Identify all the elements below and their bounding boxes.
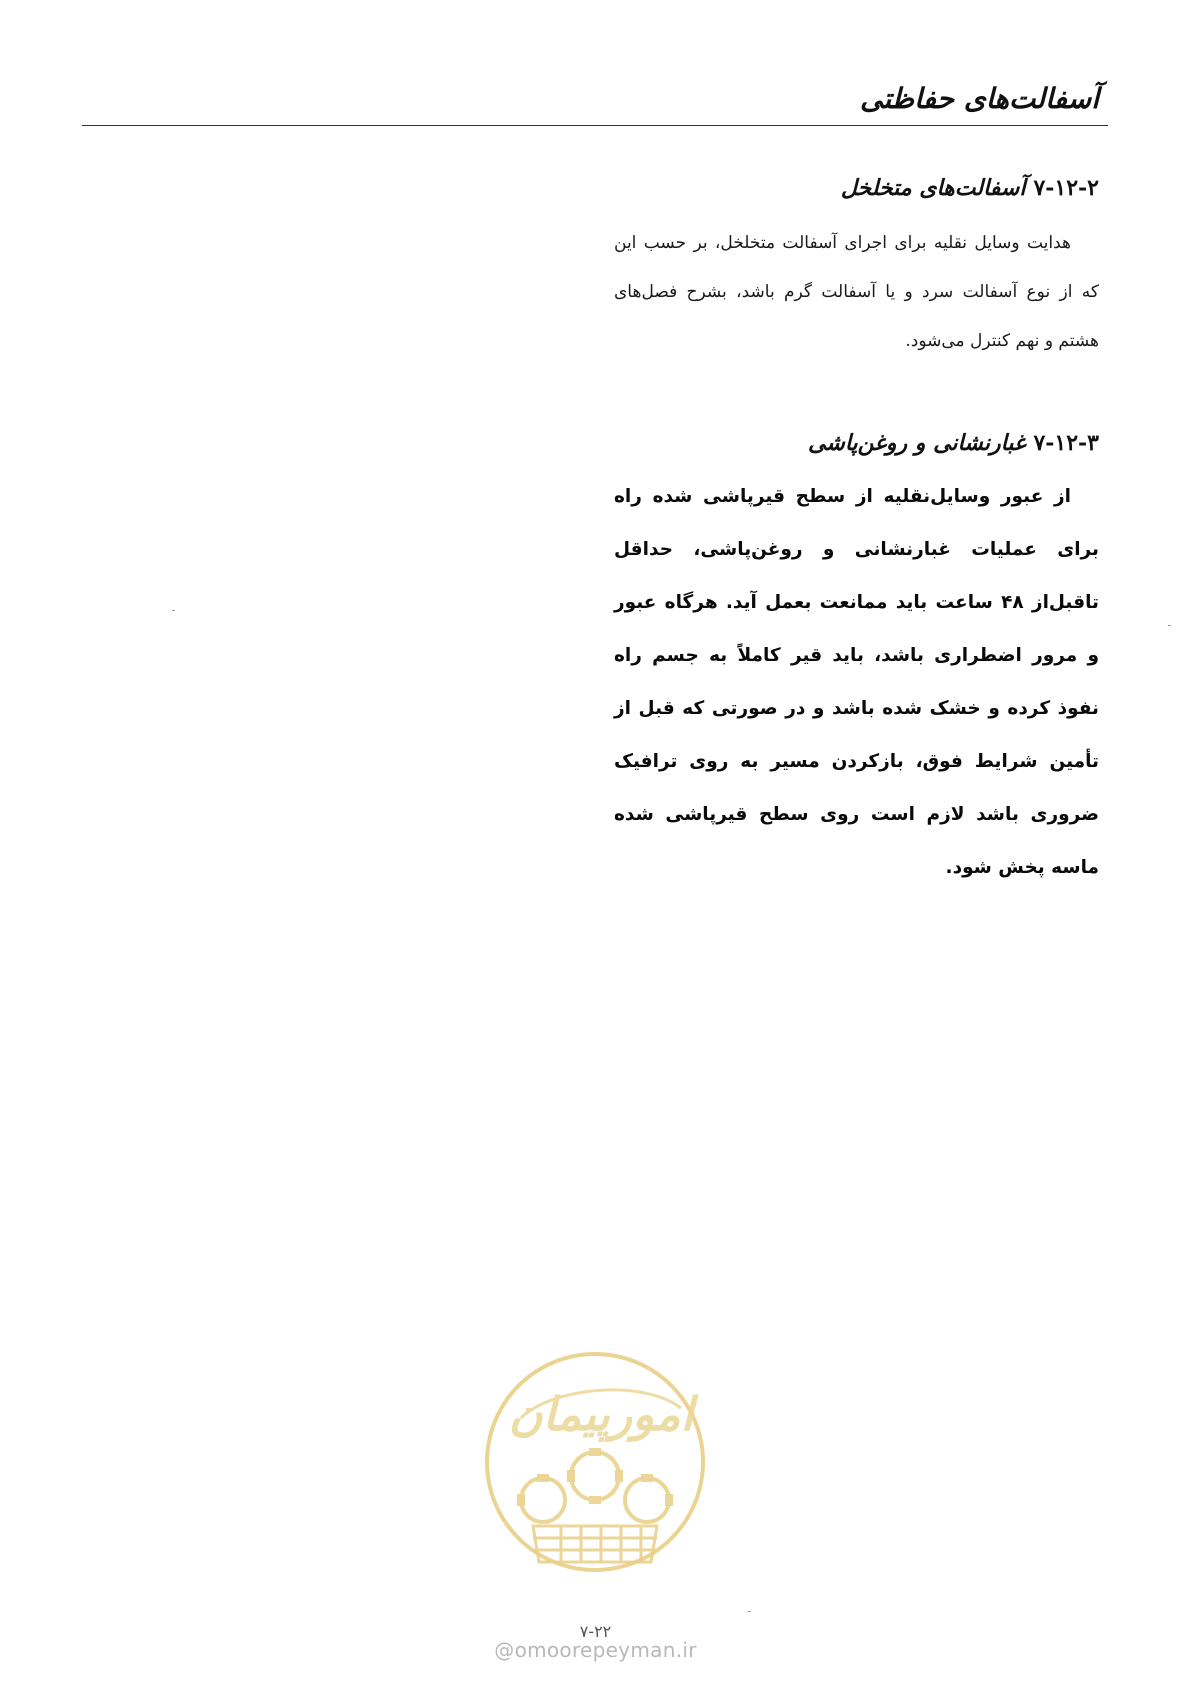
watermark-at-icon: @ [494, 1638, 515, 1662]
section-number: ۷-۱۲-۳ [1033, 430, 1099, 456]
section-title: غبارنشانی و روغن‌پاشی [808, 430, 1026, 456]
section-heading [614, 430, 1099, 456]
header-divider [82, 125, 1108, 126]
section-porous-asphalt [614, 175, 1099, 366]
watermark-stamp-logo [481, 1348, 709, 1576]
section-paragraph: از عبور وسایل‌نقلیه از سطح قیرپاشی شده راه برای عملیات غبارنشانی و روغن‌پاشی، حداقل تا‌قبل‌از ۴۸ ساعت باید ممانعت بعمل آید. هرگاه عبور و مرور اضطراری باشد، باید قیر کاملاً به جسم راه نفوذ کرده و خشک شده باشد و در صورتی که قبل از تأمین شرایط فوق، بازکردن مسیر به روی ترافیک ضروری باشد لازم است روی سطح قیرپاشی شده ماسه پخش شود. [614, 486, 1099, 878]
section-number: ۷-۱۲-۲ [1033, 175, 1099, 201]
watermark-url: @omoorepeyman.ir [494, 1638, 697, 1662]
section-paragraph: هدایت وسایل نقلیه برای اجرای آسفالت متخلخل، بر حسب این که از نوع آسفالت سرد و یا آسفالت گرم باشد، بشرح فصل‌های هشتم و نهم کنترل می‌شود. [614, 233, 1099, 351]
scan-speck [172, 610, 175, 611]
scan-speck [1168, 625, 1171, 626]
page-number: ۷-۲۲ [579, 1622, 612, 1641]
section-title: آسفالت‌های متخلخل [840, 175, 1026, 201]
scan-speck [748, 1611, 751, 1612]
running-header-title: آسفالت‌های حفاظتی [860, 82, 1099, 115]
section-dust-oil-spraying [614, 430, 1099, 894]
section-heading [614, 175, 1099, 201]
svg-text:امورپیمان: امورپیمان [508, 1387, 694, 1441]
